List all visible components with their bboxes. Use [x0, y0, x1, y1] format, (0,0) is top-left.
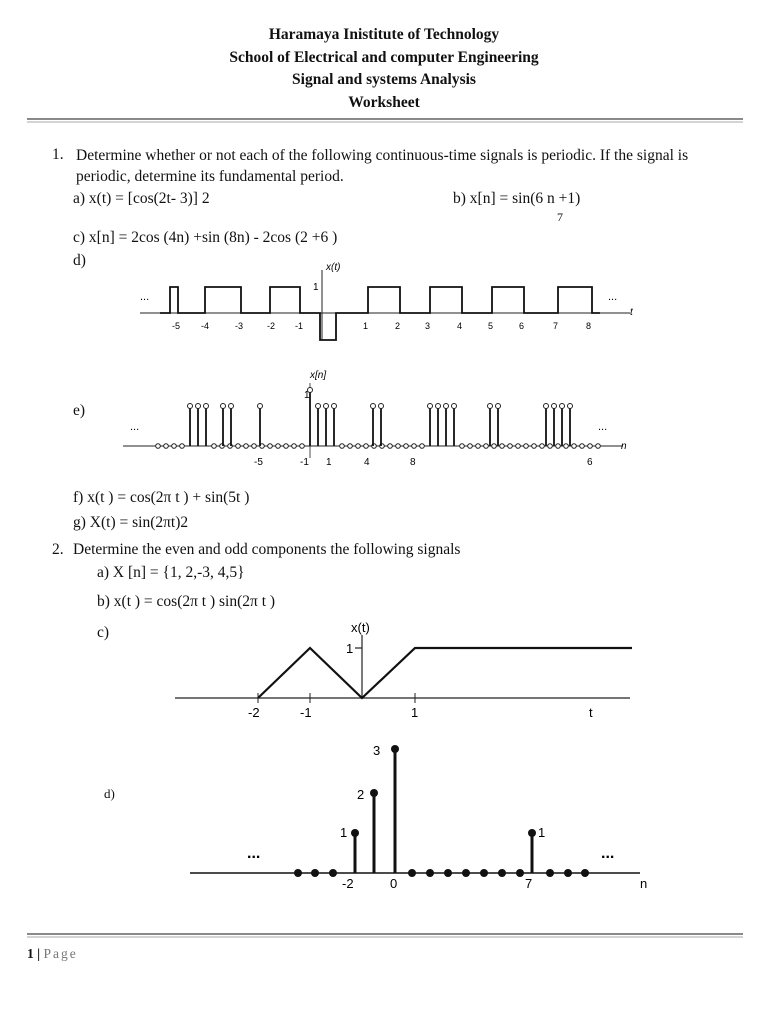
- fig-d-tick-label: 4: [457, 321, 463, 331]
- fig-e-stem-head: [316, 404, 321, 409]
- fig-e-stem-head: [428, 404, 433, 409]
- fig-e-zero-sample: [180, 444, 185, 449]
- fig-dd-stem-head: [391, 745, 399, 753]
- fig-d-dots-left: ...: [140, 291, 150, 303]
- fig-dd-stem-head: [528, 829, 536, 837]
- fig-e-zero-sample: [556, 444, 561, 449]
- fig-e-zero-sample: [588, 444, 593, 449]
- q1-f: f) x(t ) = cos(2π t ) + sin(5t ): [73, 489, 250, 506]
- fig-d-tick-label: -5: [172, 321, 181, 331]
- fig-dd-dots-left: ...: [247, 845, 261, 862]
- fig-c-tick-1: 1: [411, 705, 419, 720]
- fig-dd-val-3: 3: [373, 743, 381, 758]
- q2-a: a) X [n] = {1, 2,-3, 4,5}: [97, 564, 245, 581]
- fig-e-zero-sample: [500, 444, 505, 449]
- fig-c-tick-neg2: -2: [248, 705, 260, 720]
- fig-e-zero-sample: [508, 444, 513, 449]
- fig-dd-zero-sample: [516, 869, 524, 877]
- q1-e-label: e): [73, 402, 86, 419]
- fig-e-xlabel: n: [621, 441, 627, 452]
- fig-dd-zero-sample: [581, 869, 589, 877]
- fig-e-stem-head: [371, 404, 376, 409]
- footer-divider: [27, 933, 743, 939]
- fig-c-xlabel: t: [589, 705, 593, 720]
- fig-dd-dots-right: ...: [601, 845, 615, 862]
- fig-e-zero-sample: [172, 444, 177, 449]
- page-separator: |: [33, 946, 44, 961]
- fig-e-zero-sample: [564, 444, 569, 449]
- fig-e-stem-head: [221, 404, 226, 409]
- fig-dd-zero-sample: [564, 869, 572, 877]
- page-number: 1: [27, 946, 34, 961]
- q2-number: 2.: [52, 541, 64, 558]
- fig-d-tick-label: 5: [488, 321, 494, 331]
- fig-d-xlabel: t: [630, 307, 633, 318]
- fig-e-stem-head: [544, 404, 549, 409]
- fig-e-zero-sample: [572, 444, 577, 449]
- fig-e-tick-label: 4: [364, 457, 370, 468]
- fig-e-zero-sample: [524, 444, 529, 449]
- fig-e-zero-sample: [412, 444, 417, 449]
- document-header: [0, 24, 768, 114]
- figure-2d-stem-plot: [180, 730, 680, 890]
- fig-c-tick-neg1: -1: [300, 705, 312, 720]
- fig-dd-val-2: 2: [357, 787, 365, 802]
- fig-d-tick-label: -1: [295, 321, 304, 331]
- fig-dd-stem-head: [351, 829, 359, 837]
- fig-e-stem-head: [332, 404, 337, 409]
- fig-dd-zero-sample: [444, 869, 452, 877]
- fig-e-dots-right: ...: [598, 421, 608, 433]
- fig-dd-zero-sample: [480, 869, 488, 877]
- fig-e-zero-sample: [340, 444, 345, 449]
- fig-e-stem-head: [436, 404, 441, 409]
- fig-dd-stem-head: [370, 789, 378, 797]
- fig-d-yval: 1: [313, 282, 319, 293]
- fig-e-tick-label: 8: [410, 457, 416, 468]
- fig-dd-val-1a: 1: [340, 825, 348, 840]
- fig-e-stem-head: [444, 404, 449, 409]
- fig-dd-xlabel: n: [640, 876, 648, 890]
- fig-dd-zero-sample: [498, 869, 506, 877]
- fig-e-zero-sample: [164, 444, 169, 449]
- fig-e-zero-sample: [492, 444, 497, 449]
- fig-dd-zero-sample: [426, 869, 434, 877]
- fig-d-dots-right: ...: [608, 291, 618, 303]
- fig-d-tick-label: 8: [586, 321, 592, 331]
- fig-d-tick-label: 7: [553, 321, 559, 331]
- q1-a: a) x(t) = [cos(2t- 3)] 2: [73, 190, 210, 207]
- fig-e-zero-sample: [532, 444, 537, 449]
- fig-e-stem-head: [229, 404, 234, 409]
- q1-g: g) X(t) = sin(2πt)2: [73, 514, 189, 531]
- fig-e-zero-sample: [476, 444, 481, 449]
- fig-e-stem-head: [552, 404, 557, 409]
- fig-e-stem-head: [324, 404, 329, 409]
- fig-e-zero-sample: [364, 444, 369, 449]
- fig-e-ylabel: x[n]: [310, 370, 327, 381]
- page-footer: [27, 946, 78, 962]
- fig-e-zero-sample: [516, 444, 521, 449]
- q1-text: Determine whether or not each of the following continuous-time signals is periodic. If the signal is periodic, determine its fundamental period.: [76, 147, 689, 185]
- fig-e-yval: 1: [304, 390, 310, 401]
- fig-e-zero-sample: [252, 444, 257, 449]
- fig-e-zero-sample: [212, 444, 217, 449]
- fig-e-zero-sample: [284, 444, 289, 449]
- fig-e-stem-head: [196, 404, 201, 409]
- fig-e-zero-sample: [484, 444, 489, 449]
- document-title: Worksheet: [348, 93, 420, 111]
- fig-dd-tick-neg2: -2: [342, 876, 354, 890]
- q2-c-label: c): [97, 624, 110, 641]
- q1-b-subscript: 7: [557, 210, 563, 224]
- fig-e-zero-sample: [244, 444, 249, 449]
- fig-dd-val-1b: 1: [538, 825, 546, 840]
- header-divider: [27, 118, 743, 124]
- fig-e-zero-sample: [460, 444, 465, 449]
- fig-d-tick-label: 6: [519, 321, 525, 331]
- fig-dd-zero-sample: [546, 869, 554, 877]
- fig-e-stem-head: [379, 404, 384, 409]
- fig-e-tick-label: -5: [254, 457, 263, 468]
- q1-b: b) x[n] = sin(6 n +1): [453, 190, 581, 207]
- fig-e-zero-sample: [356, 444, 361, 449]
- fig-e-stem-head: [188, 404, 193, 409]
- fig-d-tick-label: 2: [395, 321, 401, 331]
- fig-e-zero-sample: [388, 444, 393, 449]
- fig-e-stem-head: [488, 404, 493, 409]
- course-name: Signal and systems Analysis: [292, 71, 476, 88]
- fig-e-stem-head: [452, 404, 457, 409]
- q2-d-label: d): [104, 786, 115, 801]
- fig-e-tick-label: 1: [326, 457, 332, 468]
- fig-e-zero-sample: [276, 444, 281, 449]
- fig-c-ylabel: x(t): [351, 620, 370, 635]
- fig-d-ylabel: x(t): [326, 262, 341, 273]
- fig-e-zero-sample: [540, 444, 545, 449]
- fig-d-tick-label: 3: [425, 321, 431, 331]
- fig-e-zero-sample: [300, 444, 305, 449]
- q2-b: b) x(t ) = cos(2π t ) sin(2π t ): [97, 593, 276, 610]
- fig-e-zero-sample: [468, 444, 473, 449]
- figure-2c-waveform: [170, 615, 650, 725]
- q1-number: 1.: [52, 146, 64, 163]
- fig-dd-zero-sample: [329, 869, 337, 877]
- page-word: Page: [43, 946, 78, 961]
- fig-d-tick-label: -2: [267, 321, 276, 331]
- q1-c: c) x[n] = 2cos (4n) +sin (8n) - 2cos (2 +6 ): [73, 229, 338, 246]
- fig-e-zero-sample: [268, 444, 273, 449]
- fig-e-stem-head: [204, 404, 209, 409]
- fig-e-zero-sample: [580, 444, 585, 449]
- fig-e-zero-sample: [420, 444, 425, 449]
- institute-name: Haramaya Inistitute of Technology: [268, 26, 500, 43]
- fig-dd-tick-7: 7: [525, 876, 533, 890]
- school-name: School of Electrical and computer Engineering: [229, 48, 539, 66]
- fig-e-zero-sample: [156, 444, 161, 449]
- fig-e-zero-sample: [404, 444, 409, 449]
- fig-dd-zero-sample: [408, 869, 416, 877]
- fig-e-zero-sample: [292, 444, 297, 449]
- fig-e-stem-head: [568, 404, 573, 409]
- fig-e-stem-head: [496, 404, 501, 409]
- fig-e-dots-left: ...: [130, 421, 140, 433]
- fig-e-zero-sample: [548, 444, 553, 449]
- q1-d-label: d): [73, 252, 86, 269]
- fig-d-tick-label: -4: [201, 321, 210, 331]
- fig-e-tick-label: -1: [300, 457, 309, 468]
- fig-c-yval: 1: [346, 641, 354, 656]
- fig-e-zero-sample: [596, 444, 601, 449]
- q2-text: Determine the even and odd components the following signals: [73, 541, 461, 558]
- figure-1e-sequence: [118, 368, 648, 473]
- fig-e-zero-sample: [396, 444, 401, 449]
- figure-1d-pulse-train: [130, 258, 640, 348]
- fig-e-stem-head: [560, 404, 565, 409]
- fig-dd-tick-0: 0: [390, 876, 398, 890]
- fig-e-zero-sample: [236, 444, 241, 449]
- fig-e-stem-head: [258, 404, 263, 409]
- fig-d-tick-label: -3: [235, 321, 244, 331]
- fig-dd-zero-sample: [462, 869, 470, 877]
- fig-dd-zero-sample: [294, 869, 302, 877]
- fig-d-tick-label: 1: [363, 321, 369, 331]
- fig-dd-zero-sample: [311, 869, 319, 877]
- fig-e-tick-label: 6: [587, 457, 593, 468]
- fig-e-zero-sample: [348, 444, 353, 449]
